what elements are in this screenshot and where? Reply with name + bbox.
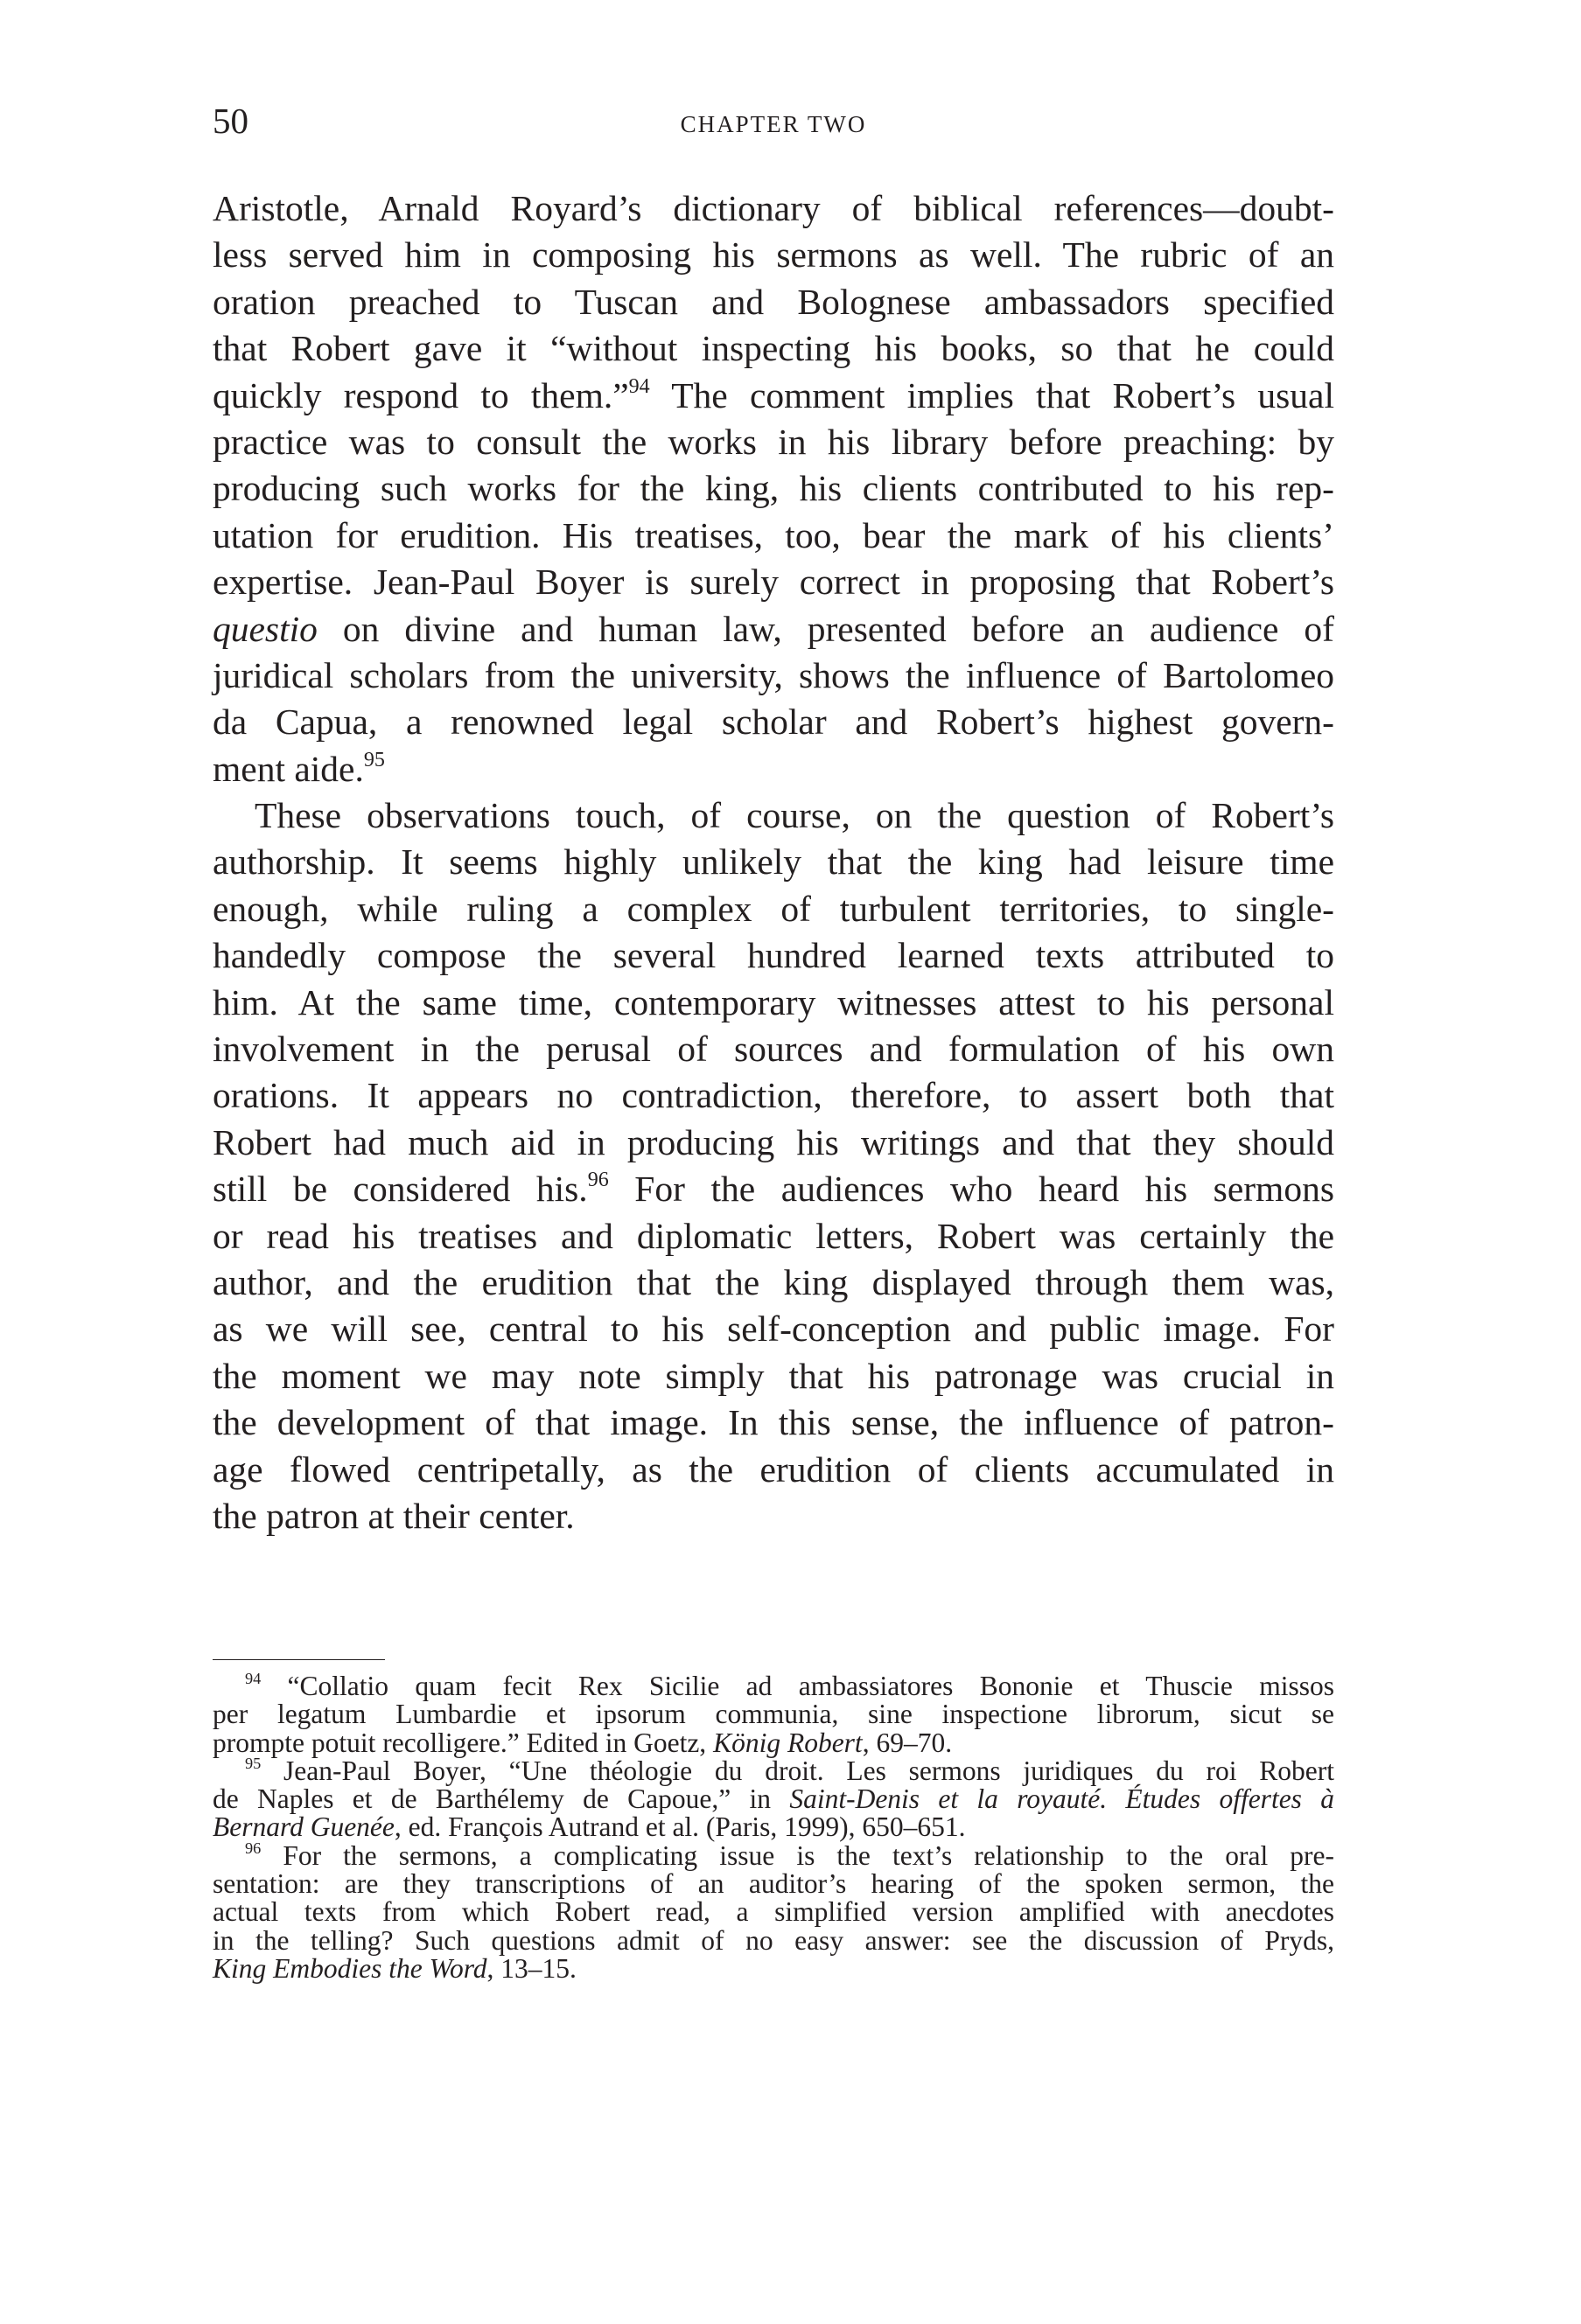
- footnote-ref-95[interactable]: 95: [363, 748, 385, 771]
- footnote-ref-94[interactable]: 94: [628, 374, 650, 398]
- text-line: practice was to consult the works in his library before preaching: by: [213, 421, 1334, 462]
- text-line: These observations touch, of course, on the question of Robert’s: [255, 795, 1334, 836]
- footnote-line: per legatum Lumbardie et ipsorum communia, sine inspectione librorum, sicut se: [213, 1699, 1334, 1730]
- footnote-line: [213, 1757, 1334, 1785]
- footnotes: [213, 1672, 1334, 1983]
- text-line: [213, 1166, 1334, 1212]
- text-line: that Robert gave it “without inspecting his books, so that he could: [213, 328, 1334, 369]
- text-run: “Collatio quam fecit Rex Sicilie ad ambassiatores Bononie et Thuscie missos: [261, 1671, 1334, 1701]
- text-line: oration preached to Tuscan and Bolognese ambassadors specified: [213, 281, 1334, 322]
- footnote-95: [213, 1757, 1334, 1842]
- text-line: juridical scholars from the university, shows the influence of Bartolomeo: [213, 654, 1334, 695]
- text-run: , ed. François Autrand et al. (Paris, 1999), 650–651.: [394, 1811, 966, 1843]
- page-number: 50: [213, 101, 248, 141]
- footnote-line: [213, 1672, 1334, 1700]
- footnote-94: [213, 1672, 1334, 1757]
- text-run: quickly respond to them.”: [213, 374, 629, 415]
- text-line: [213, 606, 1334, 653]
- text-run: , 13–15.: [486, 1952, 577, 1984]
- italic-term: questio: [213, 608, 318, 649]
- text-line: utation for erudition. His treatises, too, bear the mark of his clients’: [213, 514, 1334, 555]
- text-line: expertise. Jean-Paul Boyer is surely correct in proposing that Robert’s: [213, 562, 1334, 603]
- running-head: CHAPTER TWO: [680, 111, 867, 137]
- text-line: [213, 746, 1334, 792]
- text-line: Aristotle, Arnald Royard’s dictionary of biblical references—doubt-: [213, 188, 1334, 228]
- text-line: [213, 373, 1334, 419]
- text-line: da Capua, a renowned legal scholar and Robert’s highest govern-: [213, 701, 1334, 743]
- footnote-number: 95: [245, 1755, 262, 1773]
- italic-title: König Robert: [713, 1727, 863, 1758]
- footnote-line: [213, 1952, 1334, 1984]
- footnote-line: [213, 1813, 1334, 1841]
- text-line: or read his treatises and diplomatic letters, Robert was certainly the: [213, 1215, 1334, 1256]
- text-run: Jean-Paul Boyer, “Une théologie du droit. Les sermons juridiques du roi Robert: [261, 1755, 1334, 1786]
- italic-title: King Embodies the Word: [213, 1952, 487, 1984]
- footnote-divider: [213, 1659, 385, 1660]
- text-run: de Naples et de Barthélemy de Capoue,” in: [213, 1783, 790, 1815]
- text-run: For the sermons, a complicating issue is the text’s relationship to the oral pre-: [261, 1839, 1334, 1871]
- text-line: the development of that image. In this sense, the influence of patron-: [213, 1402, 1334, 1443]
- footnote-line: actual texts from which Robert read, a simplified version amplified with anecdotes: [213, 1896, 1334, 1928]
- paragraph-1: [213, 185, 1334, 792]
- footnote-number: 94: [245, 1670, 262, 1688]
- text-line: involvement in the perusal of sources and formulation of his own: [213, 1029, 1334, 1070]
- footnote-line: [213, 1729, 1334, 1757]
- text-line: handedly compose the several hundred learned texts attributed to: [213, 935, 1334, 976]
- text-run: on divine and human law, presented before an audience of: [317, 608, 1334, 649]
- text-run: , 69–70.: [862, 1727, 953, 1758]
- footnote-ref-96[interactable]: 96: [587, 1169, 609, 1192]
- text-line: orations. It appears no contradiction, therefore, to assert both that: [213, 1075, 1334, 1116]
- text-run: ment aide.: [213, 748, 364, 789]
- text-line: author, and the erudition that the king displayed through them was,: [213, 1261, 1334, 1302]
- main-text: [213, 185, 1334, 1539]
- paragraph-2: [213, 792, 1334, 1539]
- footnote-line: [213, 1839, 1334, 1871]
- footnote-number: 96: [245, 1839, 262, 1857]
- text-line: enough, while ruling a complex of turbulent territories, to single-: [213, 888, 1334, 929]
- footnote-line: in the telling? Such questions admit of no easy answer: see the discussion of Pryds,: [213, 1924, 1334, 1956]
- italic-title: Bernard Guenée: [213, 1811, 395, 1843]
- page-header: [213, 94, 1334, 147]
- text-line: producing such works for the king, his clients contributed to his rep-: [213, 468, 1334, 509]
- text-line: the patron at their center.: [213, 1495, 575, 1536]
- text-run: For the audiences who heard his sermons: [608, 1169, 1334, 1210]
- text-line: as we will see, central to his self-conception and public image. For: [213, 1309, 1334, 1350]
- text-run: still be considered his.: [213, 1169, 588, 1210]
- text-line: him. At the same time, contemporary witnesses attest to his personal: [213, 981, 1334, 1022]
- text-line: age flowed centripetally, as the erudition of clients accumulated in: [213, 1448, 1334, 1490]
- text-line: less served him in composing his sermons as well. The rubric of an: [213, 234, 1334, 276]
- italic-title: Saint-Denis et la royauté. Études offertes à: [789, 1783, 1334, 1815]
- text-run: prompte potuit recolligere.” Edited in Goetz,: [213, 1727, 714, 1758]
- text-line: the moment we may note simply that his patronage was crucial in: [213, 1355, 1334, 1396]
- text-line: authorship. It seems highly unlikely that the king had leisure time: [213, 841, 1334, 883]
- footnote-line: sentation: are they transcriptions of an auditor’s hearing of the spoken sermon, the: [213, 1868, 1334, 1900]
- text-run: The comment implies that Robert’s usual: [649, 374, 1334, 415]
- footnote-line: [213, 1785, 1334, 1813]
- text-line: Robert had much aid in producing his writings and that they should: [213, 1121, 1334, 1162]
- footnote-96: [213, 1839, 1334, 1984]
